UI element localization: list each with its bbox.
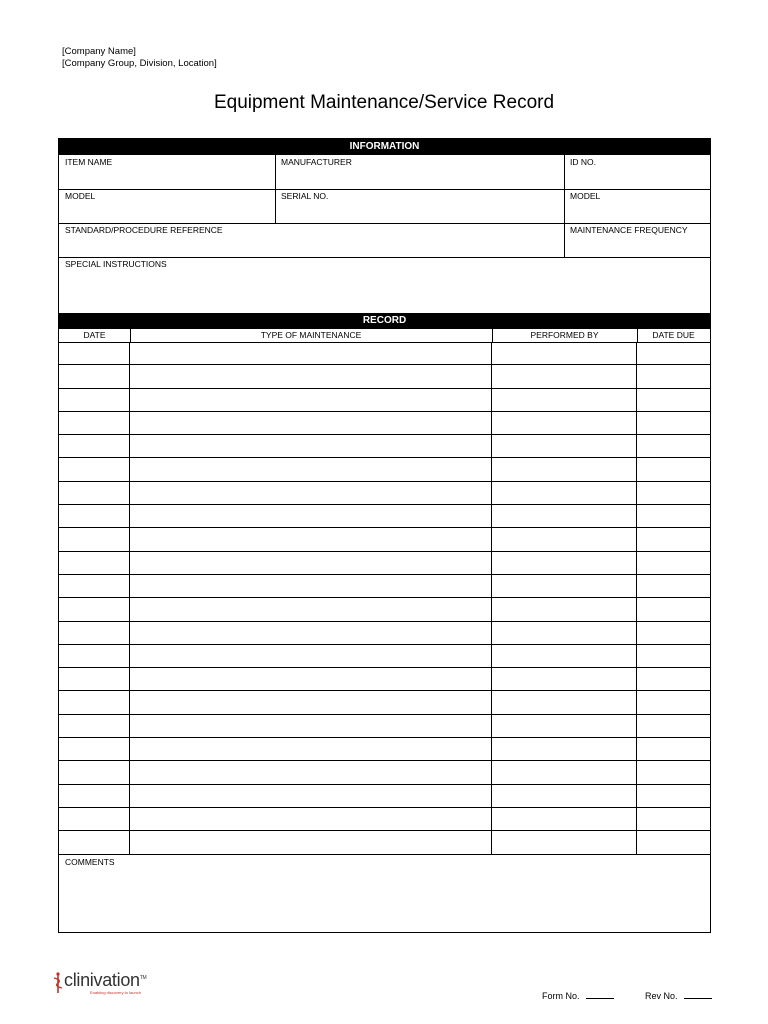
maintenance-frequency-field[interactable]	[564, 223, 709, 257]
company-group: [Company Group, Division, Location]	[62, 58, 217, 69]
type-of-maintenance-cell[interactable]	[130, 412, 492, 434]
type-of-maintenance-cell[interactable]	[130, 552, 492, 574]
performed-by-cell[interactable]	[492, 785, 637, 807]
table-row	[59, 552, 710, 575]
id-no-field[interactable]	[564, 155, 709, 189]
date-due-cell[interactable]	[637, 598, 710, 620]
table-row	[59, 622, 710, 645]
date-cell[interactable]	[59, 738, 130, 760]
information-header: INFORMATION	[59, 139, 710, 155]
company-name: [Company Name]	[62, 46, 136, 57]
performed-by-cell[interactable]	[492, 505, 637, 527]
date-due-cell[interactable]	[637, 831, 710, 853]
table-row	[59, 715, 710, 738]
table-row	[59, 598, 710, 621]
performed-by-cell[interactable]	[492, 622, 637, 644]
performed-by-cell[interactable]	[492, 528, 637, 550]
caduceus-icon	[52, 972, 64, 994]
type-of-maintenance-cell[interactable]	[130, 645, 492, 667]
performed-by-cell[interactable]	[492, 552, 637, 574]
manufacturer-field[interactable]	[275, 155, 564, 189]
performed-by-cell[interactable]	[492, 458, 637, 480]
type-of-maintenance-cell[interactable]	[130, 575, 492, 597]
type-of-maintenance-cell[interactable]	[130, 365, 492, 387]
date-cell[interactable]	[59, 761, 130, 783]
date-due-cell[interactable]	[637, 528, 710, 550]
performed-by-cell[interactable]	[492, 761, 637, 783]
date-cell[interactable]	[59, 668, 130, 690]
type-of-maintenance-cell[interactable]	[130, 528, 492, 550]
record-header: RECORD	[59, 313, 710, 329]
date-cell[interactable]	[59, 808, 130, 830]
table-row	[59, 505, 710, 528]
table-row	[59, 482, 710, 505]
table-row	[59, 645, 710, 668]
date-cell[interactable]	[59, 435, 130, 457]
type-of-maintenance-cell[interactable]	[130, 342, 492, 364]
type-of-maintenance-cell[interactable]	[130, 785, 492, 807]
date-due-cell[interactable]	[637, 435, 710, 457]
performed-by-cell[interactable]	[492, 389, 637, 411]
type-of-maintenance-cell[interactable]	[130, 738, 492, 760]
table-row	[59, 365, 710, 388]
standard-reference-field[interactable]	[59, 223, 564, 257]
date-cell[interactable]	[59, 342, 130, 364]
item-name-label: ITEM NAME	[65, 157, 113, 167]
performed-by-cell[interactable]	[492, 645, 637, 667]
table-row	[59, 761, 710, 784]
revision-number[interactable]	[645, 990, 712, 1001]
type-of-maintenance-cell[interactable]	[130, 831, 492, 853]
date-due-cell[interactable]	[637, 389, 710, 411]
performed-by-cell[interactable]	[492, 715, 637, 737]
special-instructions-label: SPECIAL INSTRUCTIONS	[65, 259, 167, 269]
column-type-of-maintenance: TYPE OF MAINTENANCE	[260, 330, 362, 340]
standard-reference-label: STANDARD/PROCEDURE REFERENCE	[65, 225, 223, 235]
table-row	[59, 435, 710, 458]
date-due-cell[interactable]	[637, 715, 710, 737]
table-row	[59, 738, 710, 761]
table-row	[59, 528, 710, 551]
revision-number-label: Rev No.	[645, 991, 678, 1001]
date-due-cell[interactable]	[637, 738, 710, 760]
performed-by-cell[interactable]	[492, 808, 637, 830]
date-due-cell[interactable]	[637, 808, 710, 830]
date-due-cell[interactable]	[637, 552, 710, 574]
type-of-maintenance-cell[interactable]	[130, 598, 492, 620]
date-due-cell[interactable]	[637, 505, 710, 527]
column-date: DATE	[83, 330, 106, 340]
date-cell[interactable]	[59, 412, 130, 434]
table-row	[59, 458, 710, 481]
date-due-cell[interactable]	[637, 645, 710, 667]
model-label: MODEL	[65, 191, 96, 201]
page-title: Equipment Maintenance/Service Record	[213, 92, 555, 113]
column-performed-by: PERFORMED BY	[530, 330, 599, 340]
record-table-body	[59, 342, 710, 855]
date-due-cell[interactable]	[637, 458, 710, 480]
date-due-cell[interactable]	[637, 482, 710, 504]
performed-by-cell[interactable]	[492, 575, 637, 597]
date-due-cell[interactable]	[637, 412, 710, 434]
performed-by-cell[interactable]	[492, 482, 637, 504]
type-of-maintenance-cell[interactable]	[130, 691, 492, 713]
table-row	[59, 785, 710, 808]
special-instructions-field[interactable]	[59, 257, 709, 313]
table-row	[59, 412, 710, 435]
id-no-label: ID NO.	[570, 157, 596, 167]
date-due-cell[interactable]	[637, 575, 710, 597]
date-cell[interactable]	[59, 831, 130, 853]
performed-by-cell[interactable]	[492, 668, 637, 690]
performed-by-cell[interactable]	[492, 691, 637, 713]
manufacturer-label: MANUFACTURER	[281, 157, 352, 167]
date-cell[interactable]	[59, 645, 130, 667]
performed-by-cell[interactable]	[492, 435, 637, 457]
date-cell[interactable]	[59, 365, 130, 387]
date-due-cell[interactable]	[637, 365, 710, 387]
performed-by-cell[interactable]	[492, 738, 637, 760]
form-number[interactable]	[542, 990, 614, 1001]
model-field[interactable]	[59, 189, 275, 223]
date-due-cell[interactable]	[637, 668, 710, 690]
date-due-cell[interactable]	[637, 761, 710, 783]
date-due-cell[interactable]	[637, 785, 710, 807]
date-cell[interactable]	[59, 552, 130, 574]
type-of-maintenance-cell[interactable]	[130, 435, 492, 457]
date-due-cell[interactable]	[637, 691, 710, 713]
table-row	[59, 389, 710, 412]
date-due-cell[interactable]	[637, 342, 710, 364]
date-cell[interactable]	[59, 482, 130, 504]
performed-by-cell[interactable]	[492, 365, 637, 387]
comments-label: COMMENTS	[65, 857, 115, 867]
comments-field[interactable]	[59, 855, 709, 931]
date-cell[interactable]	[59, 598, 130, 620]
table-row	[59, 668, 710, 691]
type-of-maintenance-cell[interactable]	[130, 668, 492, 690]
serial-no-field[interactable]	[275, 189, 564, 223]
type-of-maintenance-cell[interactable]	[130, 458, 492, 480]
table-row	[59, 575, 710, 598]
column-date-due: DATE DUE	[652, 330, 695, 340]
company-header	[62, 46, 217, 70]
type-of-maintenance-cell[interactable]	[130, 505, 492, 527]
date-cell[interactable]	[59, 715, 130, 737]
date-due-cell[interactable]	[637, 622, 710, 644]
type-of-maintenance-cell[interactable]	[130, 715, 492, 737]
table-row	[59, 691, 710, 714]
type-of-maintenance-cell[interactable]	[130, 761, 492, 783]
date-cell[interactable]	[59, 575, 130, 597]
date-cell[interactable]	[59, 622, 130, 644]
performed-by-cell[interactable]	[492, 831, 637, 853]
performed-by-cell[interactable]	[492, 342, 637, 364]
logo-text: clinivation™	[64, 970, 147, 990]
maintenance-frequency-label: MAINTENANCE FREQUENCY	[570, 225, 688, 235]
item-name-field[interactable]	[59, 155, 275, 189]
table-row	[59, 342, 710, 365]
type-of-maintenance-cell[interactable]	[130, 808, 492, 830]
type-of-maintenance-cell[interactable]	[130, 482, 492, 504]
form-number-label: Form No.	[542, 991, 580, 1001]
performed-by-cell[interactable]	[492, 412, 637, 434]
model-right-label: MODEL	[570, 191, 601, 201]
date-cell[interactable]	[59, 528, 130, 550]
date-cell[interactable]	[59, 458, 130, 480]
maintenance-form	[58, 138, 711, 933]
table-row	[59, 831, 710, 854]
date-cell[interactable]	[59, 389, 130, 411]
date-cell[interactable]	[59, 505, 130, 527]
record-column-headers	[59, 329, 710, 342]
performed-by-cell[interactable]	[492, 598, 637, 620]
table-row	[59, 808, 710, 831]
logo-tagline: Enabling discovery to launch	[90, 990, 141, 995]
date-cell[interactable]	[59, 691, 130, 713]
date-cell[interactable]	[59, 785, 130, 807]
serial-no-label: SERIAL NO.	[281, 191, 329, 201]
model-right-field[interactable]	[564, 189, 709, 223]
type-of-maintenance-cell[interactable]	[130, 389, 492, 411]
type-of-maintenance-cell[interactable]	[130, 622, 492, 644]
